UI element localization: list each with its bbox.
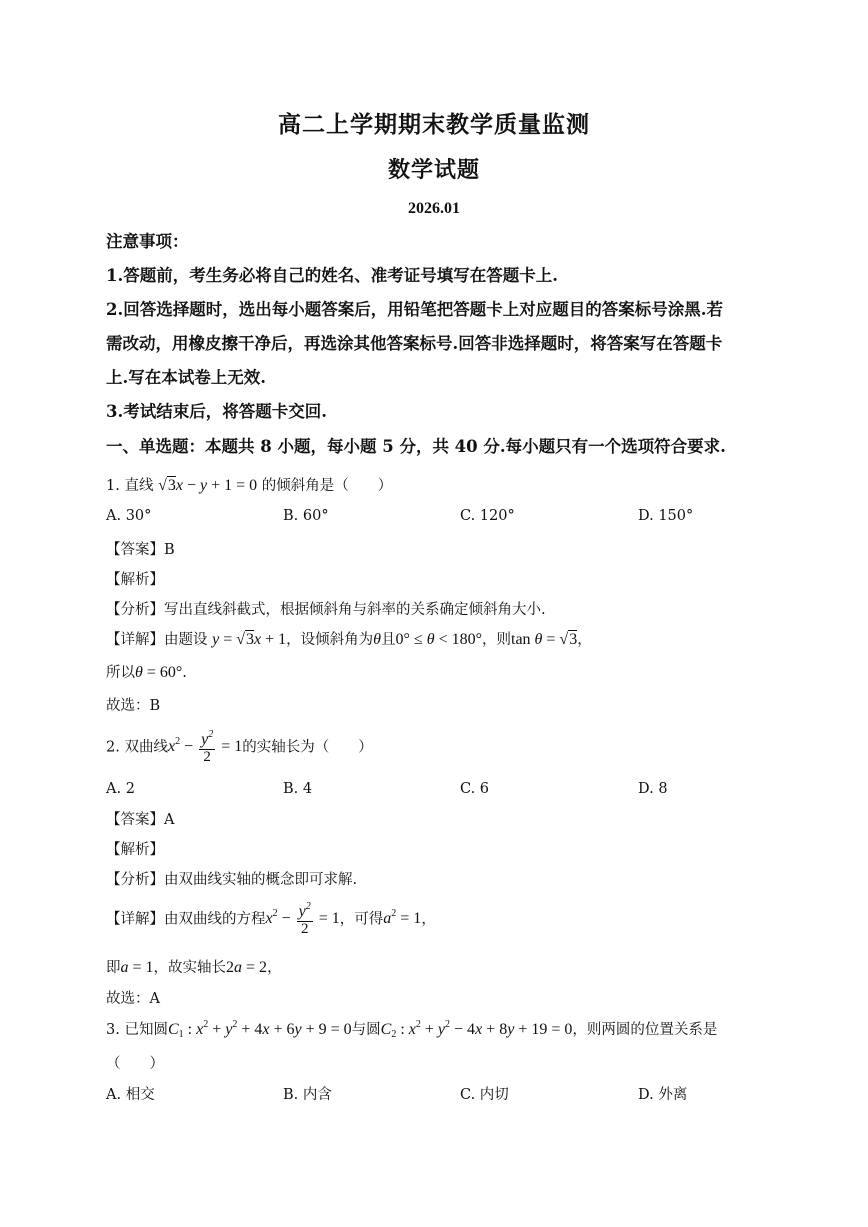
q3-circle-1: $C_1$ : $x^2 + y^2 + 4x + 6y + 9 = 0$: [167, 1019, 352, 1040]
q1-eq-line: y = √3x + 1: [212, 631, 287, 648]
q1-detail: [106, 628, 592, 649]
exam-title: 高二上学期期末教学质量监测: [278, 111, 590, 138]
question-1: [106, 474, 392, 495]
q2-a-value: a = 1: [120, 959, 154, 976]
q1-fenxi: 【分析】写出直线斜截式，根据倾斜角与斜率的关系确定倾斜角大小.: [106, 602, 546, 618]
q1-tan: tan θ = √3: [511, 631, 578, 648]
q2-detail-mid: ，可得: [339, 911, 384, 928]
q1-answer: 【答案】B: [106, 542, 175, 558]
note-3: 3.考试结束后，将答题卡交回.: [106, 402, 327, 421]
exam-subject: 数学试题: [387, 157, 480, 183]
q2-suffix: 的实轴长为（ ）: [242, 739, 373, 756]
note-1: 1.答题前，考生务必将自己的姓名、准考证号填写在答题卡上.: [106, 266, 558, 285]
q1-option-d: D. 150°: [638, 508, 694, 524]
q2-a-squared: $a^2 = 1$: [383, 908, 422, 928]
q2-answer: 【答案】A: [106, 812, 175, 828]
q2-ji-end: ，: [267, 960, 282, 976]
q3-paren: （ ）: [106, 1056, 164, 1072]
q2-fenxi: 【分析】由双曲线实轴的概念即可求解.: [106, 872, 358, 888]
q1-option-c: C. 120°: [460, 508, 515, 524]
q1-so-end: .: [182, 665, 187, 681]
q1-so-prefix: 所以: [106, 665, 135, 681]
q2-jiexi: 【解析】: [106, 842, 164, 858]
exam-date: 2026.01: [408, 200, 460, 217]
q2-detail-eq: $x^2$ − $\frac{y^2}{2}$ = 1: [265, 901, 340, 937]
q2-detail-end: ，: [421, 911, 436, 928]
q1-prefix: 1. 直线: [106, 478, 154, 494]
question-2: [106, 730, 373, 766]
q2-ji-prefix: 即: [106, 960, 121, 976]
q3-option-b: B. 内含: [283, 1087, 332, 1103]
q3-suffix: ，则两圆的位置关系是: [572, 1022, 718, 1038]
q1-range: 0° ≤ θ < 180°: [395, 631, 482, 648]
q1-detail-mid1: ，设倾斜角为: [286, 632, 374, 648]
q3-mid: 与圆: [351, 1022, 381, 1038]
q3-option-a: A. 相交: [106, 1087, 155, 1103]
note-2-line-3: 上.写在本试卷上无效.: [106, 368, 266, 387]
q1-suffix: 的倾斜角是（ ）: [261, 478, 393, 494]
q1-choose: 故选：B: [106, 698, 161, 714]
q3-option-d: D. 外离: [638, 1087, 688, 1103]
section-heading: 一、单选题：本题共 8 小题，每小题 5 分，共 40 分.每小题只有一个选项符合要求.: [106, 437, 726, 456]
q3-option-c: C. 内切: [460, 1087, 509, 1103]
q1-theta: θ: [373, 631, 382, 648]
q2-option-b: B. 4: [283, 781, 313, 797]
q2-axis-length: 2a = 2: [226, 959, 268, 976]
q1-option-a: A. 30°: [106, 508, 152, 524]
q1-jiexi: 【解析】: [106, 572, 164, 588]
q2-detail: [106, 902, 436, 938]
q1-detail-prefix: 【详解】由题设: [106, 632, 208, 648]
q1-detail-mid3: ，则: [482, 632, 511, 648]
q1-result: θ = 60°: [135, 664, 183, 681]
q2-equation: $x^2$ − $\frac{y^2}{2}$ = 1: [167, 729, 243, 765]
q1-detail-mid2: 且: [381, 632, 396, 648]
q1-option-b: B. 60°: [283, 508, 329, 524]
note-2-line-1: 2.回答选择题时，选出每小题答案后，用铅笔把答题卡上对应题目的答案标号涂黑.若: [106, 300, 723, 319]
notes-heading: 注意事项：: [106, 232, 189, 251]
q2-option-d: D. 8: [638, 781, 668, 797]
q3-prefix: 3. 已知圆: [106, 1022, 168, 1038]
q2-detail-prefix: 【详解】由双曲线的方程: [106, 911, 266, 928]
q2-ji-mid: ，故实轴长: [153, 960, 227, 976]
q2-option-c: C. 6: [460, 781, 490, 797]
q2-prefix: 2. 双曲线: [106, 739, 168, 756]
q2-ji: [106, 956, 282, 977]
note-2-line-2: 需改动，用橡皮擦干净后，再选涂其他答案标号.回答非选择题时，将答案写在答题卡: [106, 334, 723, 353]
q1-so: [106, 661, 187, 682]
question-3: [106, 1018, 717, 1040]
q2-option-a: A. 2: [106, 781, 135, 797]
q3-circle-2: $C_2$ : $x^2 + y^2 - 4x + 8y + 19 = 0$: [380, 1019, 573, 1040]
q2-choose: 故选：A: [106, 991, 160, 1007]
q1-detail-end: ，: [577, 632, 592, 648]
q1-equation: √3x − y + 1 = 0: [158, 477, 258, 494]
